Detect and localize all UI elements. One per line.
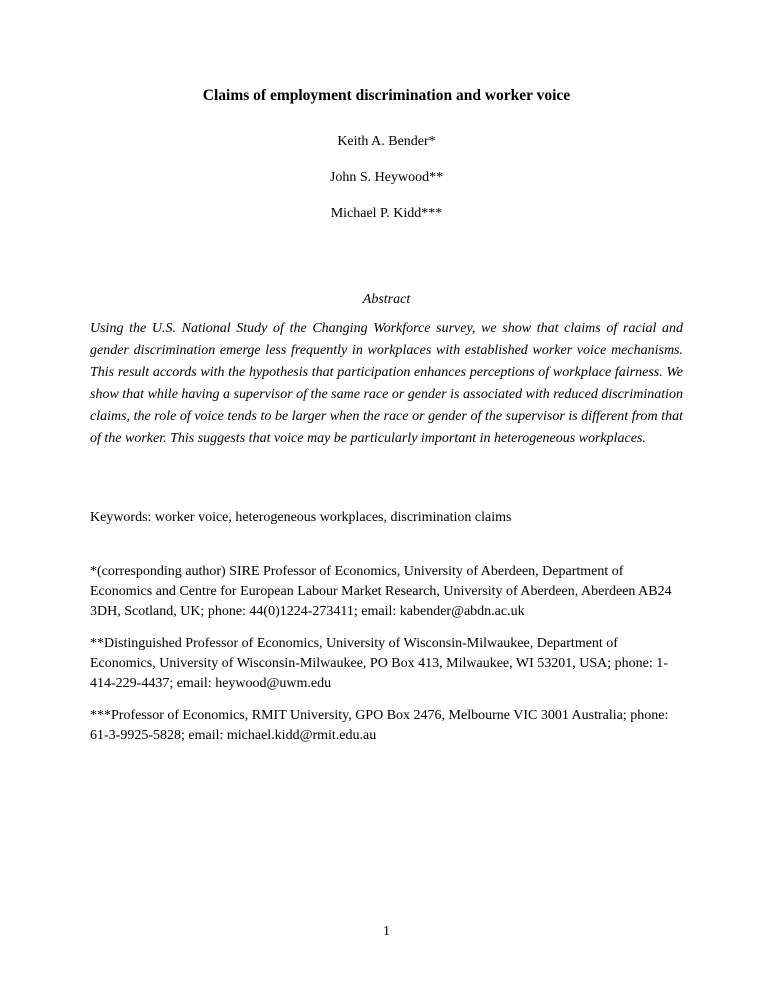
abstract-text: Using the U.S. National Study of the Changing Workforce survey, we show that claims of racial and gender discrimination emerge less frequently in workplaces with established worker voice mechanisms. This result accords with the hypothesis that participation enhances perceptions of workplace fairness. We show that while having a supervisor of the same race or gender is associated with reduced discrimination claims, the role of voice tends to be larger when the race or gender of the supervisor is different from that of the worker. This suggests that voice may be particularly important in heterogeneous workplaces. xyxy=(90,321,683,446)
keywords-line: Keywords: worker voice, heterogeneous workplaces, discrimination claims xyxy=(90,510,512,525)
footnote-corresponding-author: *(corresponding author) SIRE Professor of Economics, University of Aberdeen, Department of Economics and Centre for European Labour Market Research, University of Aberdeen, Aberdeen AB24 3DH, Scotland, UK; phone: 44(0)1224-273411; email: kabender@abdn.ac.uk xyxy=(90,564,672,619)
page-number: 1 xyxy=(383,924,390,939)
paper-title: Claims of employment discrimination and worker voice xyxy=(202,87,571,104)
author-john-heywood: John S. Heywood** xyxy=(329,170,444,185)
footnote-second-author: **Distinguished Professor of Economics, University of Wisconsin-Milwaukee, Department of Economics, University of Wisconsin-Milwaukee, PO Box 413, Milwaukee, WI 53201, USA; phone: 1-414-229-4437; email: heywood@uwm.edu xyxy=(90,636,668,691)
author-michael-kidd: Michael P. Kidd*** xyxy=(330,206,443,221)
footnote-third-author: ***Professor of Economics, RMIT University, GPO Box 2476, Melbourne VIC 3001 Australia; phone: 61-3-9925-5828; email: michael.kidd@rmit.edu.au xyxy=(90,708,669,743)
author-keith-bender: Keith A. Bender* xyxy=(337,134,436,149)
abstract-heading: Abstract xyxy=(362,292,411,307)
